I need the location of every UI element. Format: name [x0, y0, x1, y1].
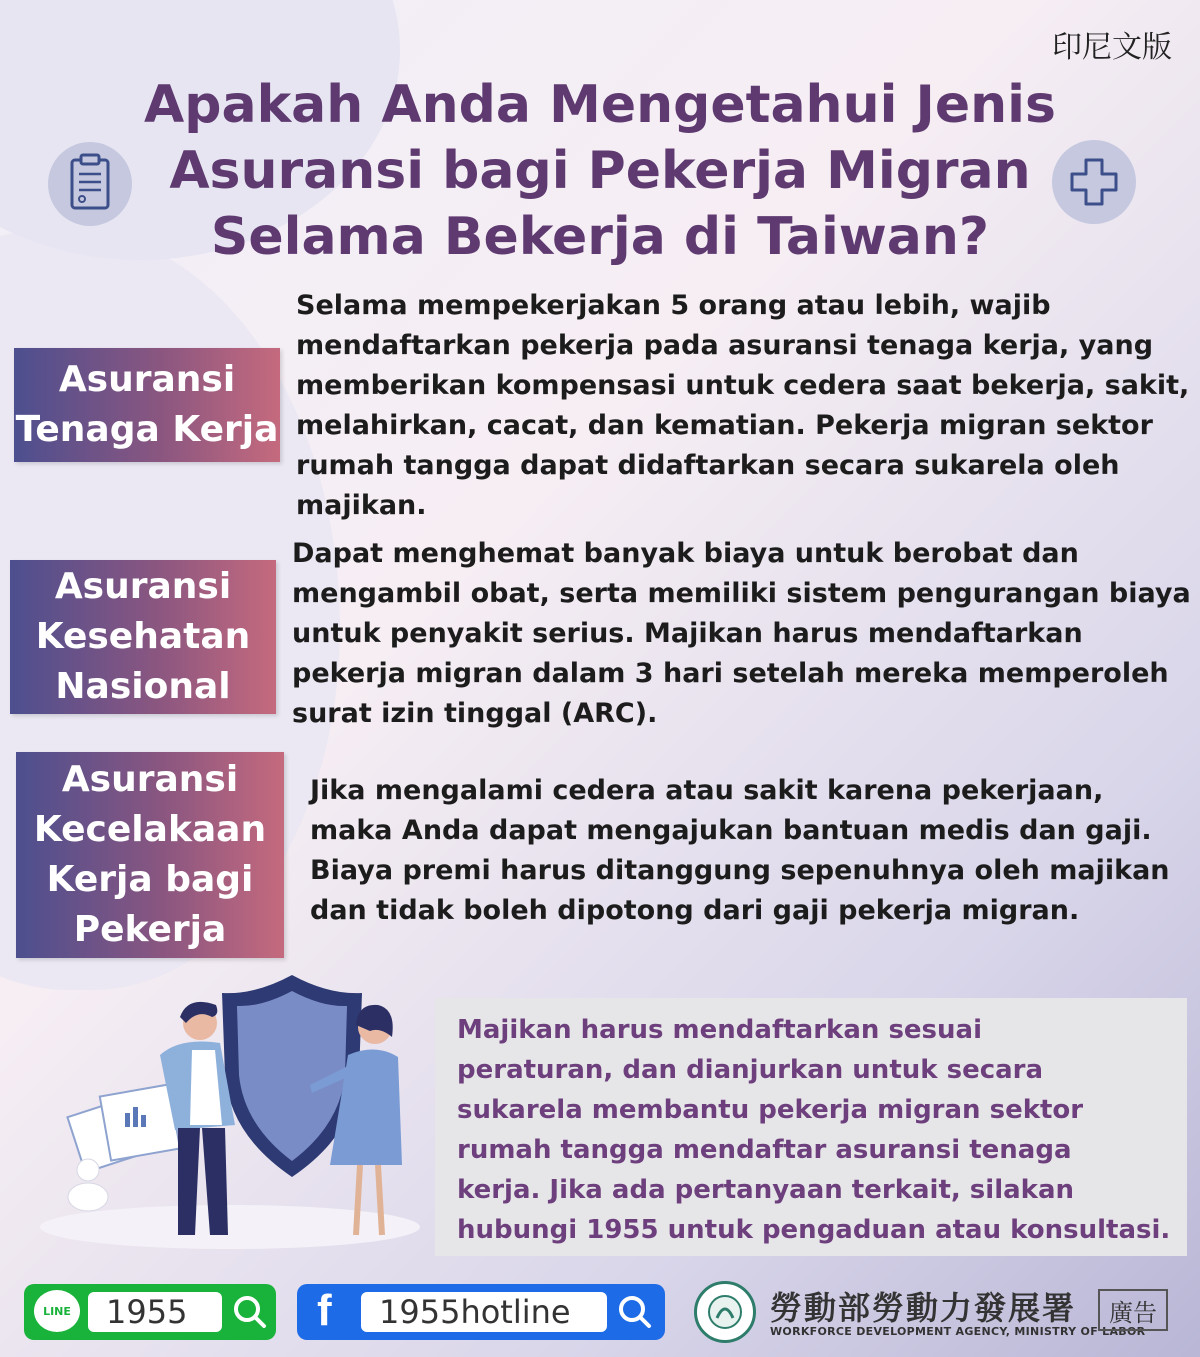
line-id-value: 1955 [106, 1293, 188, 1331]
health-insurance-description [292, 534, 1191, 734]
line-id-field[interactable] [88, 1292, 222, 1332]
desc-line: melahirkan, cacat, dan kematian. Pekerja migran sektor [296, 410, 1153, 441]
facebook-logo-icon: f [317, 1286, 332, 1335]
desc-line: mengambil obat, serta memiliki sistem pengurangan biaya [292, 578, 1191, 609]
label-line: Kerja bagi [46, 859, 254, 900]
desc-line: rumah tangga dapat didaftarkan secara sukarela oleh [296, 450, 1120, 481]
accident-insurance-description [310, 771, 1170, 931]
desc-line: untuk penyakit serius. Majikan harus mendaftarkan [292, 618, 1083, 649]
notice-line: sukarela membantu pekerja migran sektor [457, 1095, 1084, 1125]
desc-line: surat izin tinggal (ARC). [292, 698, 658, 729]
illustration [30, 965, 430, 1255]
labor-insurance-description [296, 286, 1189, 526]
desc-line: Biaya premi harus ditanggung sepenuhnya oleh majikan [310, 855, 1170, 886]
desc-line: memberikan kompensasi untuk cedera saat bekerja, sakit, [296, 370, 1190, 401]
title-line: Selama Bekerja di Taiwan? [210, 207, 990, 267]
desc-line: Dapat menghemat banyak biaya untuk berobat dan [292, 538, 1079, 569]
advertisement-label: 廣告 [1098, 1289, 1168, 1331]
desc-line: Selama mempekerjakan 5 orang atau lebih, wajib [296, 290, 1051, 321]
search-icon[interactable] [230, 1292, 270, 1332]
desc-line: pekerja migran dalam 3 hari setelah mereka memperoleh [292, 658, 1169, 689]
desc-line: Jika mengalami cedera atau sakit karena pekerjaan, [310, 775, 1104, 806]
notice-line: Majikan harus mendaftarkan sesuai [457, 1015, 983, 1045]
label-line: Pekerja [73, 909, 227, 950]
desc-line: dan tidak boleh dipotong dari gaji pekerja migran. [310, 895, 1080, 926]
label-line: Kecelakaan [33, 809, 267, 850]
facebook-contact-pill[interactable] [297, 1284, 665, 1340]
label-line: Nasional [55, 666, 231, 707]
notice-box [435, 998, 1187, 1256]
label-line: Asuransi [61, 759, 239, 800]
title-line: Asuransi bagi Pekerja Migran [169, 141, 1031, 201]
notice-line: kerja. Jika ada pertanyaan terkait, silakan [457, 1175, 1074, 1205]
language-tag: 印尼文版 [1052, 30, 1172, 65]
agency-name: 勞動部勞動力發展署 [770, 1289, 1077, 1327]
line-logo-text: LINE [43, 1304, 71, 1318]
desc-line: mendaftarkan pekerja pada asuransi tenaga kerja, yang [296, 330, 1154, 361]
notice-line: hubungi 1955 untuk pengaduan atau konsultasi. [457, 1215, 1171, 1245]
label-line: Asuransi [58, 359, 236, 400]
search-icon[interactable] [615, 1292, 655, 1332]
label-national-health-insurance [10, 560, 276, 714]
notice-line: peraturan, dan dianjurkan untuk secara [457, 1055, 1044, 1085]
label-line: Kesehatan [35, 616, 251, 657]
desc-line: maka Anda dapat mengajukan bantuan medis dan gaji. [310, 815, 1152, 846]
notice-line: rumah tangga mendaftar asuransi tenaga [457, 1135, 1072, 1165]
desc-line: majikan. [296, 490, 427, 521]
facebook-id-value: 1955hotline [379, 1293, 571, 1331]
agency-english-name: WORKFORCE DEVELOPMENT AGENCY, MINISTRY OF LABOR [770, 1325, 1146, 1338]
line-logo-icon [34, 1290, 80, 1332]
label-line: Tenaga Kerja [15, 409, 279, 450]
label-labor-insurance [14, 348, 280, 462]
facebook-id-field[interactable] [361, 1292, 607, 1332]
label-line: Asuransi [54, 566, 232, 607]
label-occupational-accident-insurance [16, 752, 284, 958]
agency-logo-icon [694, 1281, 756, 1343]
title-line: Apakah Anda Mengetahui Jenis [144, 75, 1056, 135]
page-title [100, 72, 1100, 270]
line-contact-pill[interactable] [24, 1284, 276, 1340]
